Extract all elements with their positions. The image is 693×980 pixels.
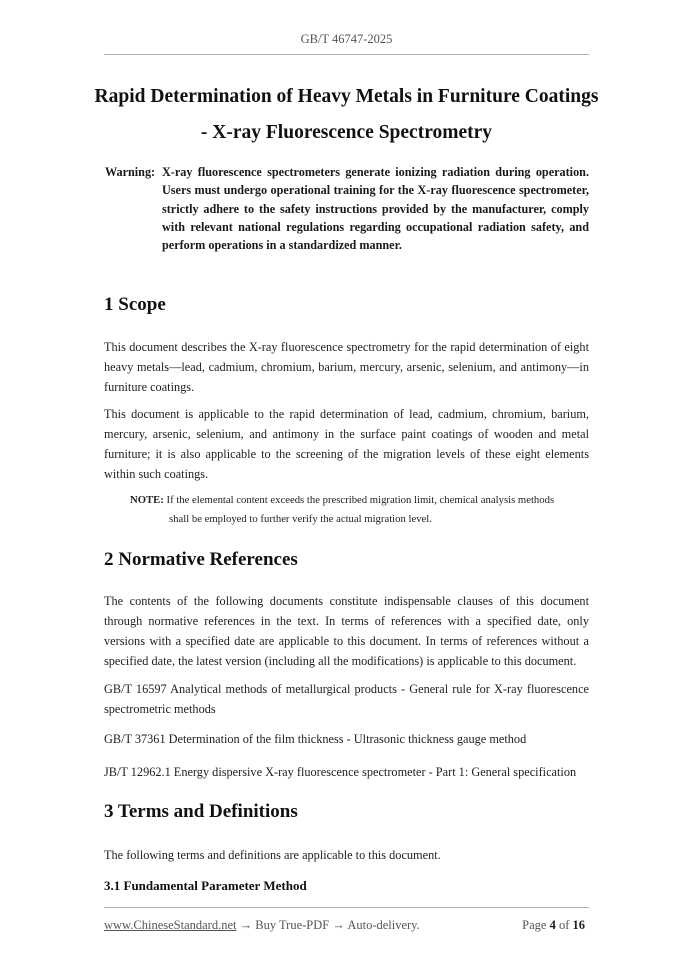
total-pages: 16 [572,918,585,932]
footer-rule [104,907,589,908]
reference-gbt-16597: GB/T 16597 Analytical methods of metallurgical products - General rule for X-ray fluorescence spectrometric methods [104,682,589,716]
arrow-right-icon: → [332,918,345,932]
reference-jbt-12962-1: JB/T 12962.1 Energy dispersive X-ray fluorescence spectrometer - Part 1: General specification [104,765,577,779]
page-word: Page [522,918,547,932]
section-2-heading: 2 Normative References [104,549,298,570]
note-block [130,491,589,529]
document-title-line-1: Rapid Determination of Heavy Metals in Furniture Coatings [94,86,599,107]
section-1-paragraph-1: This document describes the X-ray fluorescence spectrometry for the rapid determination of eight heavy metals—lead, cadmium, chromium, barium, mercury, arsenic, selenium, and antimony—in furniture coatings. [104,340,589,394]
note-line-1: If the elemental content exceeds the prescribed migration limit, chemical analysis methods [166,494,555,506]
page-footer [104,918,589,933]
header-rule [104,54,589,55]
warning-text [162,163,589,254]
section-2-paragraph-1: The contents of the following documents constitute indispensable clauses of this document through normative references in the text. In terms of references with a specified date, only versions with a specified date are applicable to this document. In terms of references without a specified date, the latest version (including all the modifications) is applicable to this document. [104,594,589,668]
section-1-paragraph-2: This document is applicable to the rapid determination of lead, cadmium, chromium, barium, mercury, arsenic, selenium, and antimony in the surface paint coatings of wooden and metal furniture; it is also applicable to the screening of the migration levels of these eight elements within such coatings. [104,407,589,481]
note-line-2: shall be employed to further verify the actual migration level. [169,513,432,525]
page-number [522,918,585,933]
document-title-line-2: - X-ray Fluorescence Spectrometry [200,122,493,143]
warning-label: Warning: [105,165,156,179]
subsection-3-1-heading: 3.1 Fundamental Parameter Method [104,878,307,893]
warning-first-line: X-ray fluorescence spectrometers generate ionizing radiation during operation. [162,165,589,179]
arrow-right-icon: → [239,918,253,932]
current-page: 4 [549,918,556,932]
section-3-heading: 3 Terms and Definitions [104,801,298,822]
warning-rest: Users must undergo operational training for the X-ray fluorescence spectrometer, strictly adhere to the safety instructions provided by the manufacturer, comply with relevant national regulations regarding occupational radiation safety, and perform operations in a standardized manner. [162,183,589,253]
buy-true-pdf-text: Buy True-PDF [255,918,330,932]
of-word: of [558,918,570,932]
section-1-heading: 1 Scope [104,294,166,315]
running-header: GB/T 46747-2025 [300,32,393,46]
reference-gbt-37361: GB/T 37361 Determination of the film thickness - Ultrasonic thickness gauge method [104,732,527,746]
chinesestandard-link[interactable]: www.ChineseStandard.net [104,918,237,932]
section-3-paragraph-1: The following terms and definitions are applicable to this document. [104,848,441,862]
note-label: NOTE: [130,494,164,506]
warning-block [105,163,589,254]
auto-delivery-text: Auto-delivery. [347,918,420,932]
